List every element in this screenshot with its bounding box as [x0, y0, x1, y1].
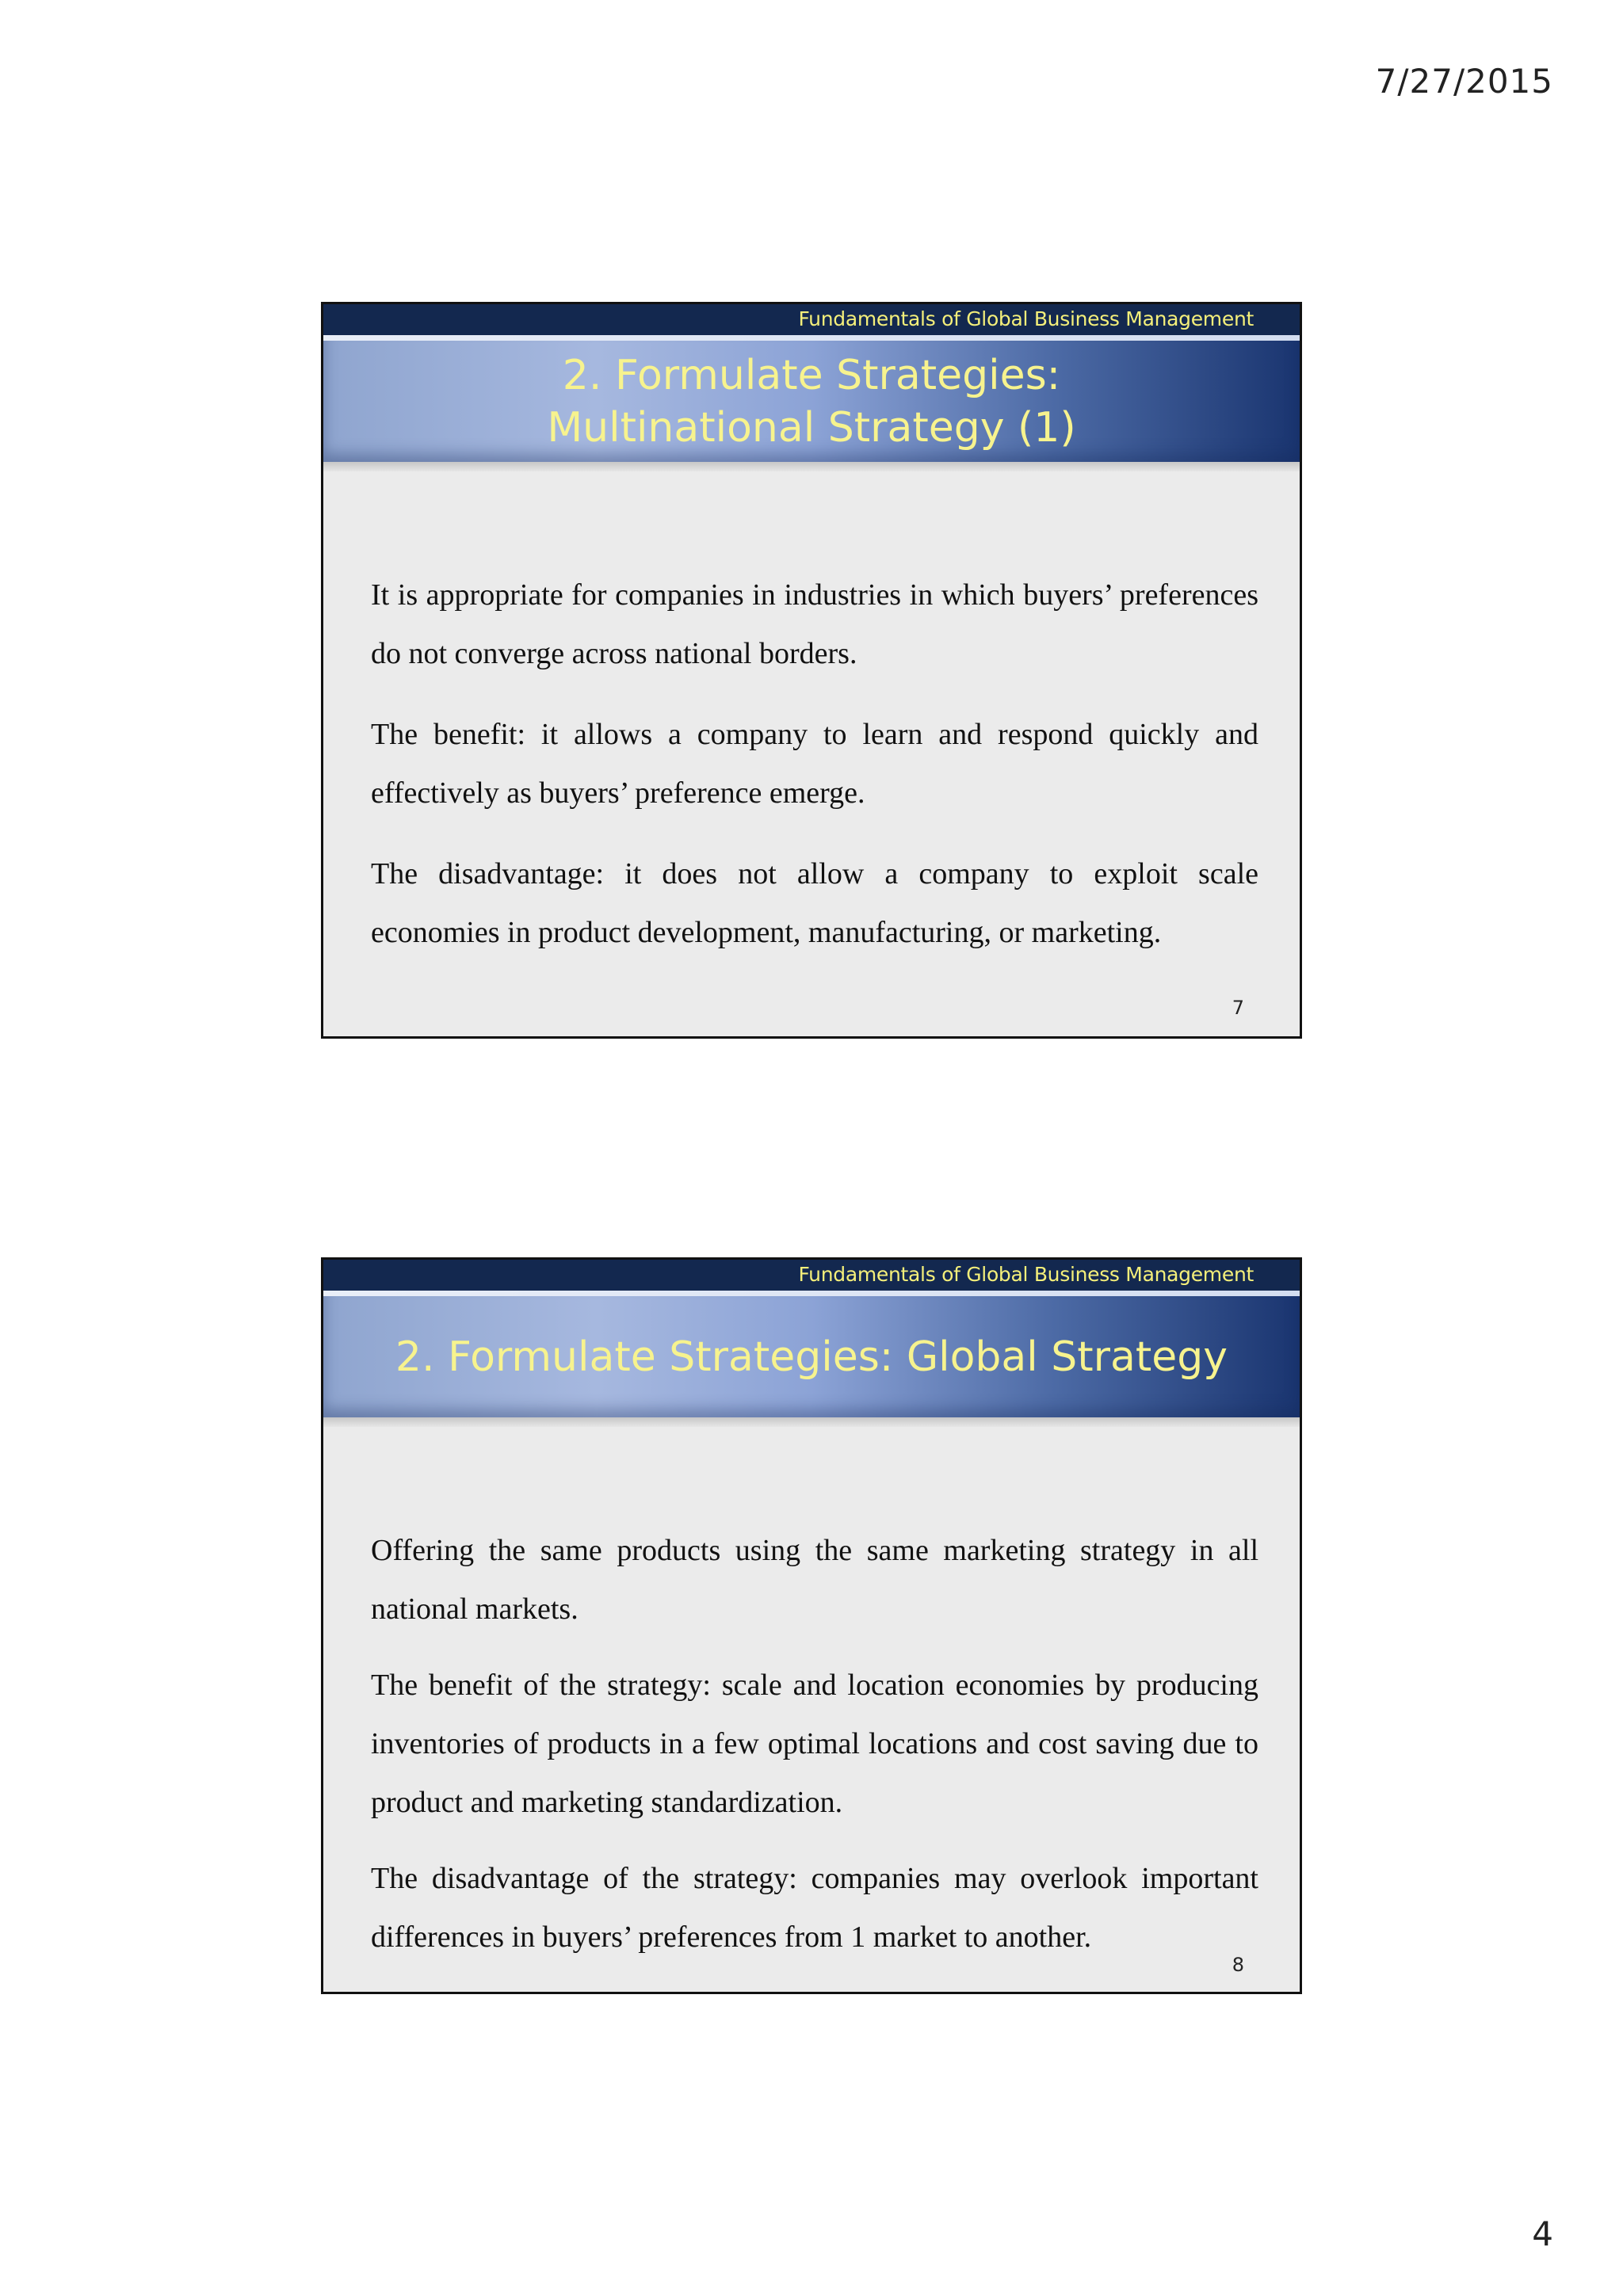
course-title: Fundamentals of Global Business Management — [798, 307, 1254, 330]
slide-body — [371, 1521, 1258, 1984]
slide-title-line: 2. Formulate Strategies: — [562, 351, 1061, 399]
slide-number: 7 — [1232, 997, 1244, 1019]
slide-paragraph: The disadvantage of the strategy: companies may overlook important differences in buyers’ preferences from 1 market to another. — [371, 1862, 1258, 1954]
slide-title — [323, 341, 1300, 462]
slide — [321, 302, 1302, 1039]
slide-title-line: 2. Formulate Strategies: Global Strategy — [395, 1333, 1228, 1381]
slide-title-banner — [323, 335, 1300, 462]
page-date: 7/27/2015 — [1375, 62, 1553, 101]
slide-paragraph: The benefit: it allows a company to learn and respond quickly and effectively as buyers’ preference emerge. — [371, 718, 1258, 810]
slide-top-bar — [323, 1260, 1300, 1291]
slide-paragraph: The disadvantage: it does not allow a company to exploit scale economies in product development, manufacturing, or marketing. — [371, 857, 1258, 949]
slide-number: 8 — [1232, 1954, 1244, 1976]
slide-body — [371, 566, 1258, 984]
slide-title-line: Multinational Strategy (1) — [547, 403, 1076, 452]
course-title: Fundamentals of Global Business Management — [798, 1263, 1254, 1286]
slide-paragraph: Offering the same products using the same marketing strategy in all national markets. — [371, 1534, 1258, 1626]
slide-title — [323, 1296, 1300, 1417]
slide-paragraph: It is appropriate for companies in industries in which buyers’ preferences do not converge across national borders. — [371, 578, 1258, 670]
slide-paragraph: The benefit of the strategy: scale and location economies by producing inventories of products in a few optimal locations and cost saving due to product and marketing standardization. — [371, 1669, 1258, 1819]
page-number: 4 — [1532, 2214, 1553, 2253]
slide-top-bar — [323, 304, 1300, 335]
slide-title-banner — [323, 1291, 1300, 1417]
slide — [321, 1257, 1302, 1994]
